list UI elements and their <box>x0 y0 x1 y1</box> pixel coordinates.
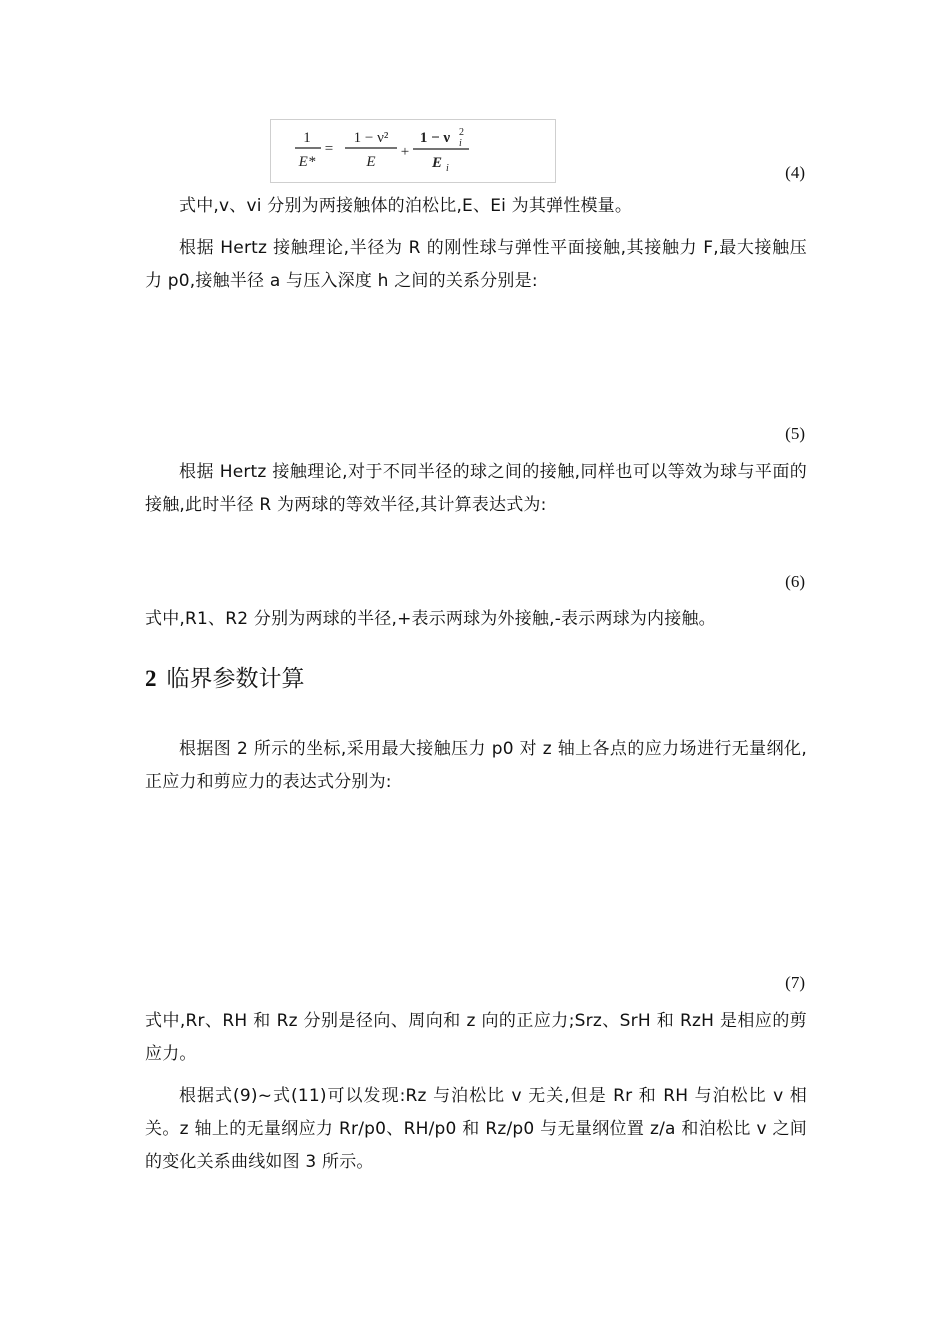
formula-equals: = <box>324 141 334 157</box>
paragraph-poisson-definition: 式中,v、vi 分别为两接触体的泊松比,E、Ei 为其弹性模量。 <box>179 196 633 216</box>
paragraph-hertz-equivalent-radius: 根据 Hertz 接触理论,对于不同半径的球之间的接触,同样也可以等效为球与平面的接触,此时半径 R 为两球的等效半径,其计算表达式为: <box>145 462 807 515</box>
formula-lhs-numerator: 1 <box>303 130 311 146</box>
equation-number-7: (7) <box>785 973 805 992</box>
formula-term1-denominator: E <box>366 154 376 170</box>
formula-4-image <box>270 119 556 183</box>
formula-term2-superscript: 2 <box>459 127 464 138</box>
formula-term2-subscript: i <box>459 138 462 149</box>
formula-term2-numerator: 1 − ν <box>419 130 451 146</box>
formula-lhs-denominator: E* <box>298 154 316 170</box>
paragraph-dimensionless-stress: 根据图 2 所示的坐标,采用最大接触压力 p0 对 z 轴上各点的应力场进行无量纲化,正应力和剪应力的表达式分别为: <box>145 739 807 792</box>
formula-term2-denominator: E <box>431 155 443 171</box>
section-title: 临界参数计算 <box>166 666 305 692</box>
formula-term1-numerator: 1 − ν² <box>353 130 389 146</box>
formula-plus: + <box>400 144 410 160</box>
equation-number-5: (5) <box>785 424 805 443</box>
formula-term2-den-subscript: i <box>446 163 449 174</box>
section-heading <box>145 660 305 693</box>
paragraph-stress-definition: 式中,Rr、RH 和 Rz 分别是径向、周向和 z 向的正应力;Srz、SrH 和 RzH 是相应的剪应力。 <box>145 1011 807 1064</box>
paragraph-hertz-rigid-sphere: 根据 Hertz 接触理论,半径为 R 的刚性球与弹性平面接触,其接触力 F,最大接触压力 p0,接触半径 a 与压入深度 h 之间的关系分别是: <box>145 238 807 291</box>
paragraph-radius-definition: 式中,R1、R2 分别为两球的半径,+表示两球为外接触,-表示两球为内接触。 <box>145 609 716 629</box>
equation-number-4: (4) <box>785 163 805 182</box>
equation-number-6: (6) <box>785 572 805 591</box>
section-number: 2 <box>145 666 157 691</box>
paragraph-poisson-relation: 根据式(9)~式(11)可以发现:Rz 与泊松比 v 无关,但是 Rr 和 RH 与泊松比 v 相关。z 轴上的无量纲应力 Rr/p0、RH/p0 和 Rz/p0 与无量纲位置 z/a 和泊松比 v 之间的变化关系曲线如图 3 所示。 <box>145 1086 807 1172</box>
